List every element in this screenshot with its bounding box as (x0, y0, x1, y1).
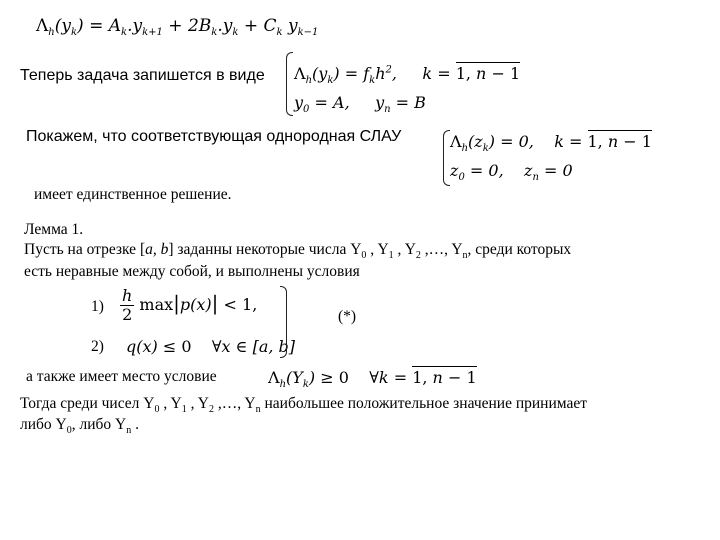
line1-text: Теперь задача запишется в виде (20, 67, 265, 84)
conditions-brace (280, 286, 287, 358)
formula-top: $\Lambda_h(y_k) = A_k.y_{k+1} + 2B_k.y_k + C_k$ $y_{k-1}$ (36, 16, 319, 38)
system1-brace (286, 52, 293, 116)
line3-text: имеет единственное решение. (34, 186, 232, 203)
condition1-label: 1) (91, 298, 104, 315)
system2-eq1: $\Lambda_h(z_k) = 0$, k = 1, n − 1 (450, 132, 652, 154)
lemma-line1: Пусть на отрезке [a, b] заданны некоторые числа $Y_0$ , $Y_1$ , $Y_2$ ,…, $Y_n$, среди которых (24, 241, 572, 261)
then-line2: либо $Y_0$, либо $Y_n$ . (20, 416, 139, 436)
also-formula: $\Lambda_h(Y_k) \ge 0$ ∀k = 1, n − 1 (268, 368, 477, 390)
condition2-expr: q(x) ≤ 0 ∀x ∈ [a, b] (126, 337, 296, 356)
lemma-line2: есть неравные между собой, и выполнены условия (24, 263, 360, 280)
then-line1: Тогда среди чисел $Y_0$ , $Y_1$ , $Y_2$ ,…, $Y_n$ наибольшее положительное значение принимает (20, 395, 588, 415)
system1-eq1: $\Lambda_h(y_k) = f_kh^2$, k = 1, n − 1 (294, 64, 521, 86)
system2-brace (443, 130, 450, 186)
system2-eq2: $z_0 = 0$, $z_n = 0$ (450, 161, 573, 183)
system1-eq2: $y_0 = A$, $y_n = B$ (294, 93, 426, 115)
line2-text: Покажем, что соответствующая однородная СЛАУ (26, 128, 402, 145)
condition1-expr: $\frac{h}{2}$ max|p(x)| < 1, (122, 286, 258, 324)
star-label: (*) (338, 308, 357, 325)
condition2-label: 2) (91, 338, 104, 355)
lemma-title: Лемма 1. (24, 221, 84, 238)
also-text: а также имеет место условие (26, 368, 217, 385)
